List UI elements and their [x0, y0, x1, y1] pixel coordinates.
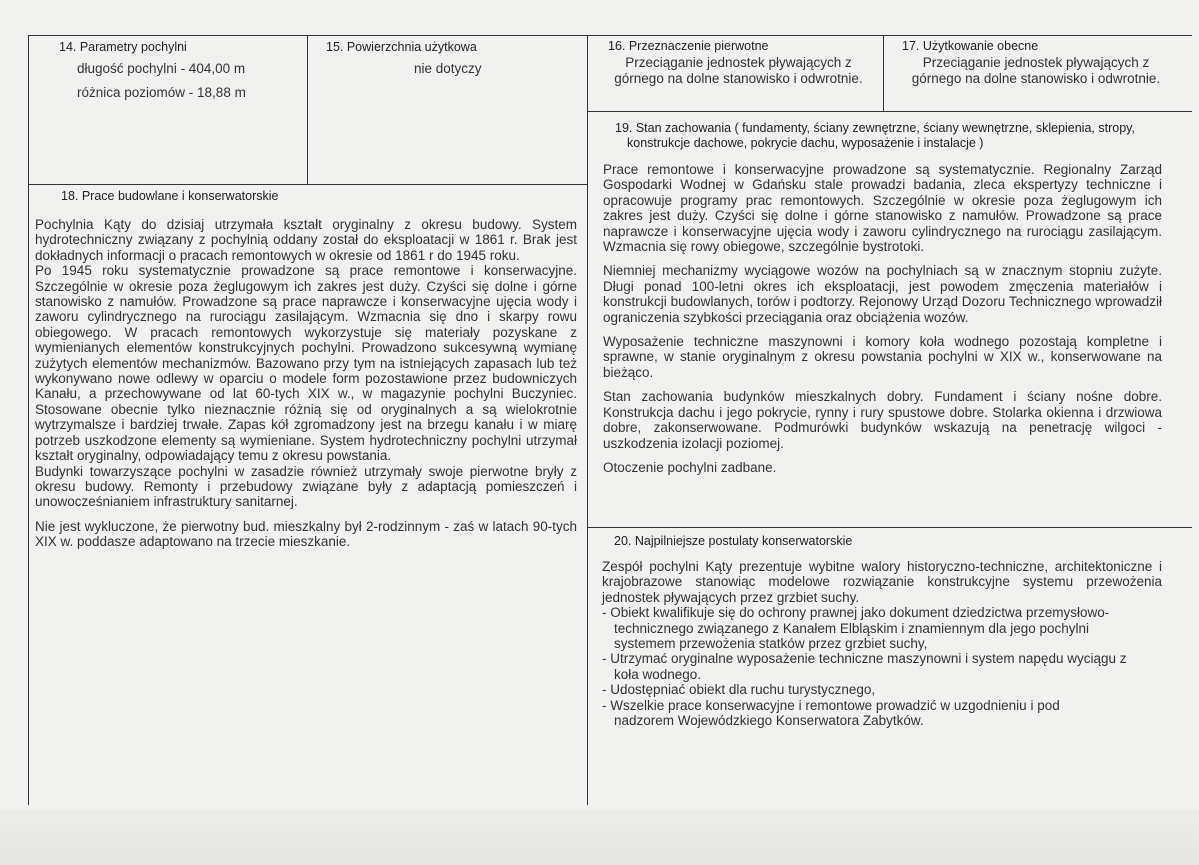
- section-20-title: 20. Najpilniejsze postulaty konserwatorskie: [614, 534, 853, 548]
- section-14-title: 14. Parametry pochylni: [59, 40, 187, 54]
- section-19: [588, 112, 1192, 527]
- section-18-title: 18. Prace budowlane i konserwatorskie: [61, 189, 279, 203]
- section-20: [588, 528, 1192, 805]
- section-16: [588, 36, 883, 111]
- original-purpose-value: Przeciąganie jednostek pływających z górnego na dolne stanowisko i odwrotnie.: [614, 55, 863, 86]
- usable-area-value: nie dotyczy: [414, 61, 482, 76]
- section-19-paragraph: Wyposażenie techniczne maszynowni i komory koła wodnego pozostają kompletne i sprawne, w stanie oryginalnym z okresu powstania pochylni w XIX w., konserwowane na bieżąco.: [603, 334, 1162, 380]
- postulate-item: - Utrzymać oryginalne wyposażenie techniczne maszynowni i system napędu wyciągu z koła wodnego.: [602, 651, 1127, 682]
- postulates-list: [602, 605, 1162, 728]
- postulate-item: - Wszelkie prace konserwacyjne i remontowe prowadzić w uzgodnieniu i pod nadzorem Wojewódzkiego Konserwatora Zabytków.: [602, 697, 1060, 729]
- section-19-title-continued: konstrukcje dachowe, pokrycie dachu, wyposażenie i instalacje ): [627, 136, 984, 150]
- section-18-body: [35, 217, 577, 550]
- section-14: [29, 36, 307, 184]
- postulate-item: - Obiekt kwalifikuje się do ochrony prawnej jako dokument dziedzictwa przemysłowo-technicznego związanego z Kanałem Elbląskim i znamiennym dla jego pochylni systemem przewożenia statków przez grzbiet suchy,: [602, 605, 1110, 652]
- section-20-intro: Zespół pochylni Kąty prezentuje wybitne walory historyczno-techniczne, architektoniczne i krajobrazowe stanowiąc modelowe rozwiązanie konstrukcyjne systemu przewożenia jednostek pływających przez grzbiet suchy.: [602, 559, 1162, 605]
- section-18-paragraph: Budynki towarzyszące pochylni w zasadzie również utrzymały swoje pierwotne bryły z okresu budowy. Remonty i przebudowy związane były z adaptacją pomieszczeń i unowocześnianiem infrastruktury sanitarnej.: [35, 463, 577, 510]
- section-17-title: 17. Użytkowanie obecne: [902, 39, 1039, 53]
- section-17: [884, 36, 1192, 111]
- section-19-paragraph: Stan zachowania budynków mieszkalnych dobry. Fundament i ściany nośne dobre. Konstrukcja dachu i jego pokrycie, rynny i rury spustowe dobre. Stolarka okienna i drzwiowa dobre, zakonserwowane. Podmurówki budynków wskazują na penetrację wilgoci - uszkodzenia izolacji poziomej.: [603, 389, 1162, 451]
- section-19-paragraph: Prace remontowe i konserwacyjne prowadzone są systematycznie. Regionalny Zarząd Gospodarki Wodnej w Gdańsku stale prowadzi badania, zleca ekspertyzy techniczne i opracowuje programy prac remontowych. Szczególnie w okresie poza żeglugowym ich zakres jest duży. Czyści się dolne i górne stanowisko z namułów. Prowadzone są prace naprawcze i konserwacyjne ujęcia wody i zaworu cylindrycznego na rurociągu zasilającym. Wzmacnia się rowy obiegowe, szczególnie bystrotoki.: [603, 162, 1162, 255]
- section-18: [29, 185, 587, 805]
- current-use-value: Przeciąganie jednostek pływających z górnego na dolne stanowisko i odwrotnie.: [911, 55, 1161, 86]
- section-19-title: 19. Stan zachowania ( fundamenty, ściany zewnętrzne, ściany wewnętrzne, sklepienia, stropy,: [615, 121, 1135, 135]
- section-16-title: 16. Przeznaczenie pierwotne: [608, 39, 769, 53]
- section-19-paragraph: Niemniej mechanizmy wyciągowe wozów na pochylniach są w znacznym stopniu zużyte. Długi ponad 100-letni okres ich eksploatacji, jest powodem zmęczenia materiałów i konstrukcji budowlanych, torów i podtorzy. Rejonowy Urząd Dozoru Technicznego wprowadził ograniczenia szybkości przeciągania oraz obciążenia wozów.: [603, 263, 1162, 325]
- page-bottom-margin: [0, 810, 1199, 865]
- postulate-item: - Udostępniać obiekt dla ruchu turystycznego,: [602, 682, 876, 698]
- section-18-paragraph: Po 1945 roku systematycznie prowadzone są prace remontowe i konserwacyjne. Szczególnie w okresie poza żeglugowym ich zakres jest duży. Czyści się dolne i górne stanowisko z namułów. Prowadzone są prace naprawcze i konserwacyjne ujęcia wody i zaworu cylindrycznego na rurociągu zasilającym. Wzmacnia się dno i skarpy rowu obiegowego. W pracach remontowych wykorzystuje się materiały pozyskane z wymienianych elementów konstrukcyjnych pochylni. Prowadzono sukcesywną wymianę zużytych elementów mechanizmów. Bazowano przy tym na istniejących zapasach lub też wykonywano nowe odlewy w oparciu o modele form pozostawione przez budowniczych Kanału, a przechowywane od lat 60-tych XIX w., w magazynie pochylni Buczyniec. Stosowane obecnie tylko nieznacznie różnią się od oryginalnych a są wielokrotnie wytrzymalsze i bardziej trwałe. Zapas kół zgromadzony jest na brzegu kanału i w miarę potrzeb uszkodzone elementy są wymieniane. System hydrotechniczny pochylni utrzymał kształt oryginalny, odpowiadający temu z okresu powstania.: [35, 263, 577, 464]
- section-18-paragraph: Nie jest wykluczone, że pierwotny bud. mieszkalny był 2-rodzinnym - zaś w latach 90-tych XIX w. poddasze adaptowano na trzecie mieszkanie.: [35, 518, 577, 550]
- section-15: [308, 36, 587, 184]
- section-18-paragraph: Pochylnia Kąty do dzisiaj utrzymała kształt oryginalny z okresu budowy. System hydrotechniczny związany z pochylnią oddany został do eksploatacji w 1861 r. Brak jest dokładnych informacji o pracach remontowych w okresie od 1861 r do 1945 roku.: [35, 217, 577, 263]
- section-19-body: [603, 162, 1162, 475]
- section-19-paragraph: Otoczenie pochylni zadbane.: [603, 459, 777, 475]
- level-difference: różnica poziomów - 18,88 m: [77, 85, 246, 100]
- section-15-title: 15. Powierzchnia użytkowa: [326, 40, 477, 54]
- slipway-length: długość pochylni - 404,00 m: [77, 61, 246, 76]
